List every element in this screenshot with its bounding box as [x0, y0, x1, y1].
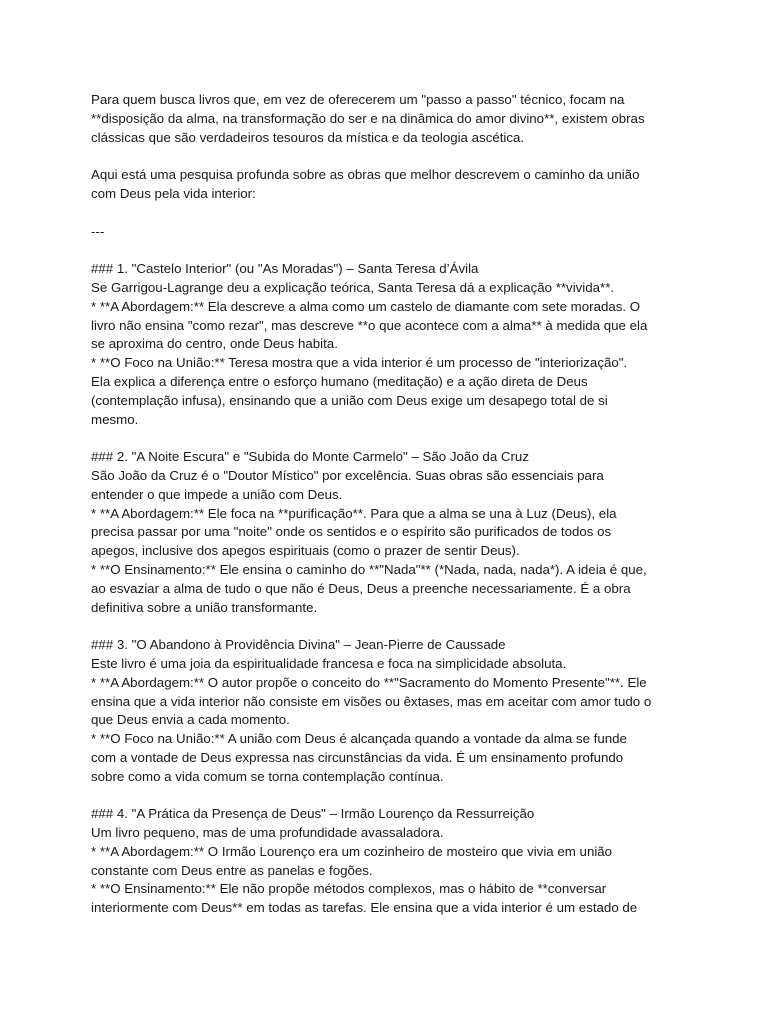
section-heading: ### 3. "O Abandono à Providência Divina" – Jean-Pierre de Caussade [91, 637, 506, 653]
text-line: (contemplação infusa), ensinando que a união com Deus exige um desapego total de si [91, 392, 608, 408]
text-line: clássicas que são verdadeiros tesouros da mística e da teologia ascética. [91, 129, 525, 145]
text-line: **disposição da alma, na transformação do ser e na dinâmica do amor divino**, existem obras [91, 110, 645, 126]
text-line: livro não ensina "como rezar", mas descreve **o que acontece com a alma** à medida que ela [91, 317, 648, 333]
text-line: * **A Abordagem:** O autor propõe o conceito do **"Sacramento do Momento Presente"**. Ele [91, 674, 647, 690]
section-presenca-de-deus [91, 805, 681, 918]
text-line: * **A Abordagem:** O Irmão Lourenço era um cozinheiro de mosteiro que vivia em união [91, 843, 613, 859]
text-line: entender o que impede a união com Deus. [91, 486, 343, 502]
text-line: Ela explica a diferença entre o esforço humano (meditação) e a ação direta de Deus [91, 373, 588, 389]
text-line: interiormente com Deus** em todas as tarefas. Ele ensina que a vida interior é um estado de [91, 900, 638, 916]
intro-paragraph [91, 91, 681, 147]
section-heading: ### 4. "A Prática da Presença de Deus" – Irmão Lourenço da Ressurreição [91, 806, 535, 822]
text-line: * **A Abordagem:** Ele foca na **purificação**. Para que a alma se una à Luz (Deus), ela [91, 505, 617, 521]
text-line: Este livro é uma joia da espiritualidade francesa e foca na simplicidade absoluta. [91, 655, 567, 671]
text-line: definitiva sobre a união transformante. [91, 599, 318, 615]
separator-text: --- [91, 223, 105, 239]
section-heading: ### 1. "Castelo Interior" (ou "As Moradas") – Santa Teresa d’Ávila [91, 261, 479, 277]
text-line: Se Garrigou-Lagrange deu a explicação teórica, Santa Teresa dá a explicação **vivida**. [91, 279, 615, 295]
text-line: Aqui está uma pesquisa profunda sobre as obras que melhor descrevem o caminho da união [91, 167, 640, 183]
text-line: * **A Abordagem:** Ela descreve a alma como um castelo de diamante com sete moradas. O [91, 298, 641, 314]
text-line: que Deus envia a cada momento. [91, 712, 290, 728]
section-abandono-providencia [91, 636, 681, 786]
text-line: sobre como a vida comum se torna contemplação contínua. [91, 768, 444, 784]
section-noite-escura [91, 448, 681, 617]
text-line: precisa passar por uma "noite" onde os sentidos e o espírito são purificados de todos os [91, 524, 612, 540]
text-line: com a vontade de Deus expressa nas circunstâncias da vida. É um ensinamento profundo [91, 749, 624, 765]
section-heading: ### 2. "A Noite Escura" e "Subida do Monte Carmelo" – São João da Cruz [91, 449, 529, 465]
text-line: ao esvaziar a alma de tudo o que não é Deus, Deus a preenche necessariamente. É a obra [91, 580, 631, 596]
text-line: * **O Foco na União:** Teresa mostra que a vida interior é um processo de "interiorização". [91, 355, 628, 371]
text-line: constante com Deus entre as panelas e fogões. [91, 862, 373, 878]
separator [91, 223, 681, 242]
text-line: São João da Cruz é o "Doutor Místico" por excelência. Suas obras são essenciais para [91, 467, 604, 483]
text-line: ensina que a vida interior não consiste em visões ou êxtases, mas em aceitar com amor tudo o [91, 693, 652, 709]
text-line: Para quem busca livros que, em vez de oferecerem um "passo a passo" técnico, focam na [91, 92, 625, 107]
text-line: * **O Ensinamento:** Ele ensina o caminho do **"Nada"** (*Nada, nada, nada*). A ideia é que, [91, 561, 647, 577]
text-line: * **O Foco na União:** A união com Deus é alcançada quando a vontade da alma se funde [91, 731, 627, 747]
text-line: mesmo. [91, 411, 139, 427]
text-line: com Deus pela vida interior: [91, 185, 256, 201]
text-line: se aproxima do centro, onde Deus habita. [91, 336, 338, 352]
document-page [91, 91, 681, 918]
text-line: apegos, inclusive dos apegos espirituais (como o prazer de sentir Deus). [91, 543, 520, 559]
text-line: Um livro pequeno, mas de uma profundidade avassaladora. [91, 825, 444, 841]
text-line: * **O Ensinamento:** Ele não propõe métodos complexos, mas o hábito de **conversar [91, 881, 607, 897]
section-castelo-interior [91, 260, 681, 429]
intro-paragraph-2 [91, 166, 681, 204]
